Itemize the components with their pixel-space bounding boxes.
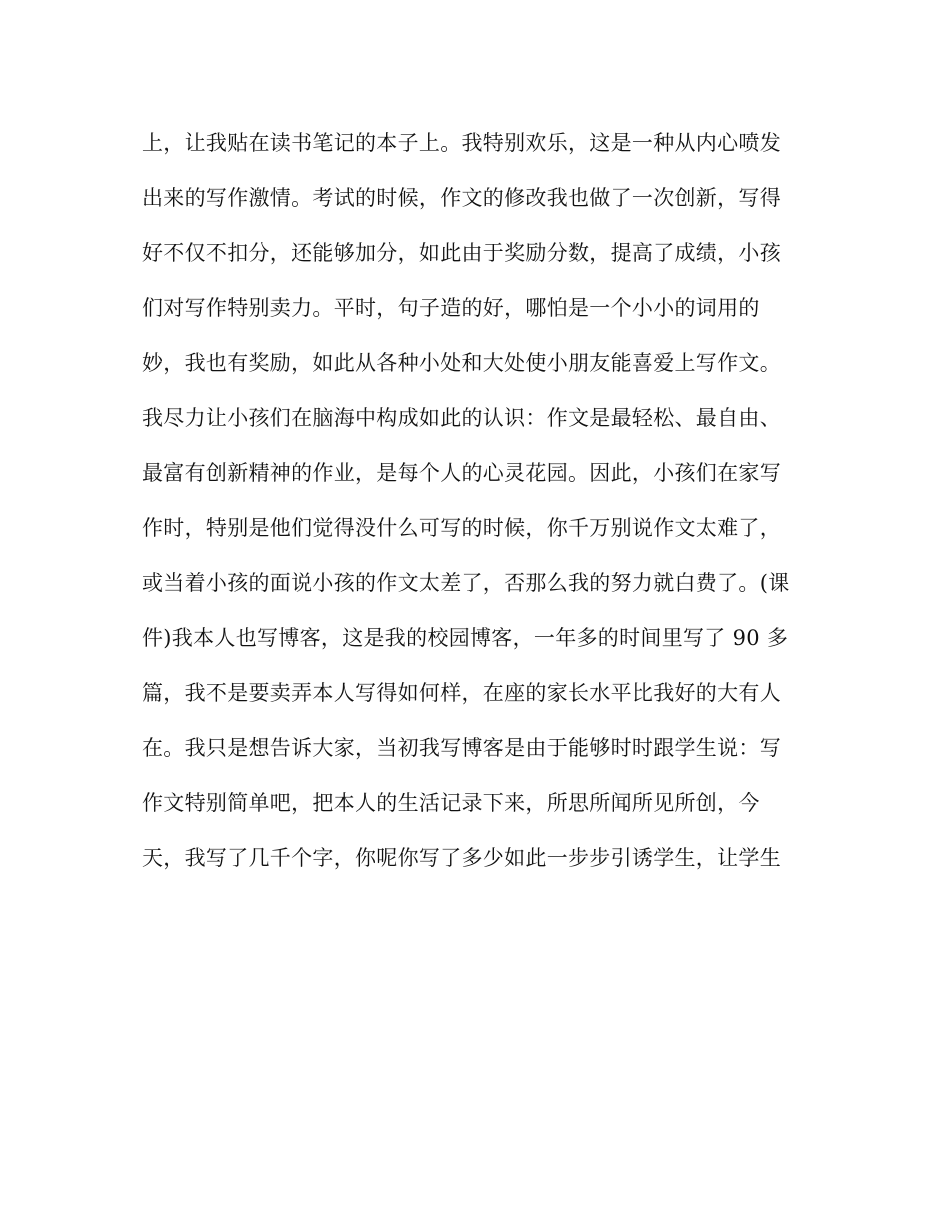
document-body [142, 123, 822, 893]
text-line: 件)我本人也写博客，这是我的校园博客，一年多的时间里写了 90 多 [142, 626, 789, 650]
text-line: 作文特别简单吧，把本人的生活记录下来，所思所闻所见所创，今 [142, 791, 760, 815]
text-line: 或当着小孩的面说小孩的作文太差了，否那么我的努力就白费了。(课 [142, 571, 790, 595]
text-line: 妙，我也有奖励，如此从各种小处和大处使小朋友能喜爱上写作文。 [142, 351, 781, 375]
text-line: 最富有创新精神的作业，是每个人的心灵花园。因此，小孩们在家写 [142, 461, 781, 485]
text-line: 篇，我不是要卖弄本人写得如何样，在座的家长水平比我好的大有人 [142, 681, 781, 705]
text-line: 在。我只是想告诉大家，当初我写博客是由于能够时时跟学生说：写 [142, 736, 781, 760]
text-line: 们对写作特别卖力。平时，句子造的好，哪怕是一个小小的词用的 [142, 296, 760, 320]
text-line: 我尽力让小孩们在脑海中构成如此的认识：作文是最轻松、最自由、 [142, 406, 781, 430]
text-line: 作时，特别是他们觉得没什么可写的时候，你千万别说作文太难了， [142, 516, 781, 540]
text-line: 出来的写作激情。考试的时候，作文的修改我也做了一次创新，写得 [142, 186, 781, 210]
text-line: 上，让我贴在读书笔记的本子上。我特别欢乐，这是一种从内心喷发 [142, 131, 781, 155]
text-line: 天，我写了几千个字，你呢你写了多少如此一步步引诱学生，让学生 [142, 846, 781, 870]
text-line: 好不仅不扣分，还能够加分，如此由于奖励分数，提高了成绩，小孩 [142, 241, 781, 265]
